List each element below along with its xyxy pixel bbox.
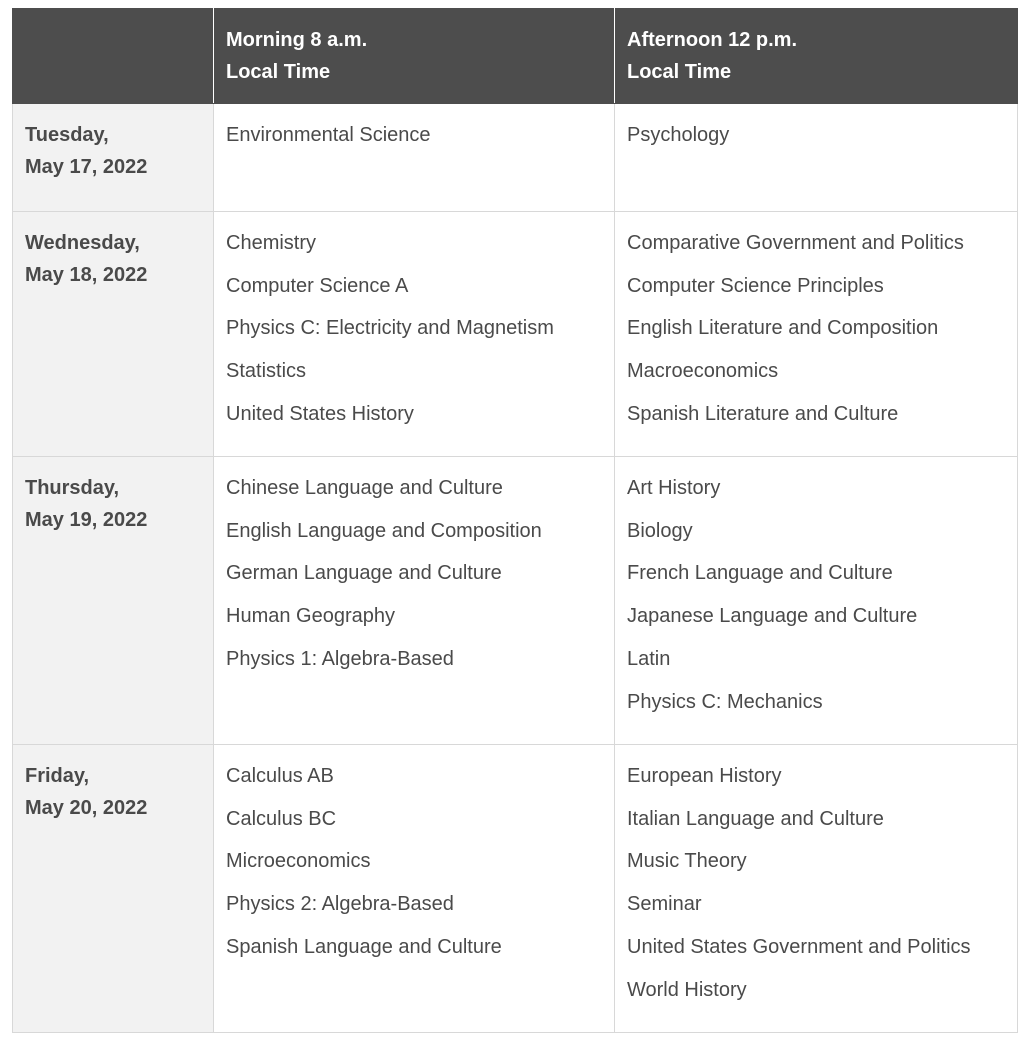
subject-item: Statistics: [226, 360, 307, 383]
header-morning-subtitle: Local Time: [226, 61, 331, 83]
subject-item: Physics C: Electricity and Magnetism: [226, 317, 554, 340]
exam-schedule-table: [12, 8, 1018, 1033]
subject-item: English Literature and Composition: [627, 317, 939, 340]
afternoon-subjects-cell: [615, 212, 1018, 457]
subject-item: Calculus BC: [226, 807, 337, 830]
day-label: Thursday,: [25, 477, 120, 499]
header-afternoon-label: Afternoon 12 p.m.: [627, 29, 798, 51]
subject-item: Physics 1: Algebra-Based: [226, 647, 454, 670]
subject-item: Spanish Literature and Culture: [627, 402, 899, 425]
day-cell: [13, 745, 214, 1033]
subject-item: English Language and Composition: [226, 519, 542, 542]
subject-item: Biology: [627, 519, 693, 542]
table-row: [13, 457, 1018, 745]
header-day-cell: [13, 9, 214, 104]
date-label: May 20, 2022: [25, 797, 148, 819]
day-label: Wednesday,: [25, 232, 140, 254]
header-morning-cell: [214, 9, 615, 104]
date-label: May 17, 2022: [25, 156, 148, 178]
day-label: Tuesday,: [25, 124, 109, 146]
subject-item: United States Government and Politics: [627, 935, 971, 958]
day-cell: [13, 104, 214, 212]
subject-item: German Language and Culture: [226, 562, 502, 585]
afternoon-subjects-cell: [615, 745, 1018, 1033]
header-afternoon-cell: [615, 9, 1018, 104]
subject-item: Microeconomics: [226, 850, 371, 873]
subject-item: Physics C: Mechanics: [627, 690, 823, 713]
subject-item: Seminar: [627, 893, 702, 916]
subject-item: Computer Science A: [226, 274, 409, 297]
subject-item: Latin: [627, 647, 671, 670]
date-label: May 19, 2022: [25, 509, 148, 531]
subject-item: Physics 2: Algebra-Based: [226, 893, 454, 916]
day-cell: [13, 212, 214, 457]
table-row: [13, 104, 1018, 212]
morning-subjects-cell: [214, 457, 615, 745]
table-row: [13, 745, 1018, 1033]
subject-item: Art History: [627, 477, 721, 499]
subject-item: Chemistry: [226, 232, 317, 254]
morning-subjects-cell: [214, 104, 615, 212]
subject-item: World History: [627, 978, 747, 1001]
subject-item: Spanish Language and Culture: [226, 935, 502, 958]
subject-item: Comparative Government and Politics: [627, 232, 964, 254]
morning-subjects-cell: [214, 745, 615, 1033]
morning-subjects-cell: [214, 212, 615, 457]
day-label: Friday,: [25, 765, 90, 787]
day-cell: [13, 457, 214, 745]
afternoon-subjects-cell: [615, 104, 1018, 212]
subject-item: European History: [627, 765, 782, 787]
subject-item: French Language and Culture: [627, 562, 893, 585]
table-header: [13, 9, 1018, 104]
date-label: May 18, 2022: [25, 264, 148, 286]
subject-item: Computer Science Principles: [627, 274, 884, 297]
subject-item: Calculus AB: [226, 765, 334, 787]
subject-item: Music Theory: [627, 850, 747, 873]
subject-item: Macroeconomics: [627, 360, 779, 383]
subject-item: Human Geography: [226, 605, 395, 628]
header-row: [13, 9, 1018, 104]
afternoon-subjects-cell: [615, 457, 1018, 745]
subject-item: United States History: [226, 402, 414, 425]
subject-item: Chinese Language and Culture: [226, 477, 503, 499]
subject-item: Psychology: [627, 124, 730, 146]
table-row: [13, 212, 1018, 457]
header-morning-label: Morning 8 a.m.: [226, 29, 368, 51]
subject-item: Environmental Science: [226, 124, 431, 146]
subject-item: Japanese Language and Culture: [627, 605, 918, 628]
subject-item: Italian Language and Culture: [627, 807, 884, 830]
header-afternoon-subtitle: Local Time: [627, 61, 732, 83]
